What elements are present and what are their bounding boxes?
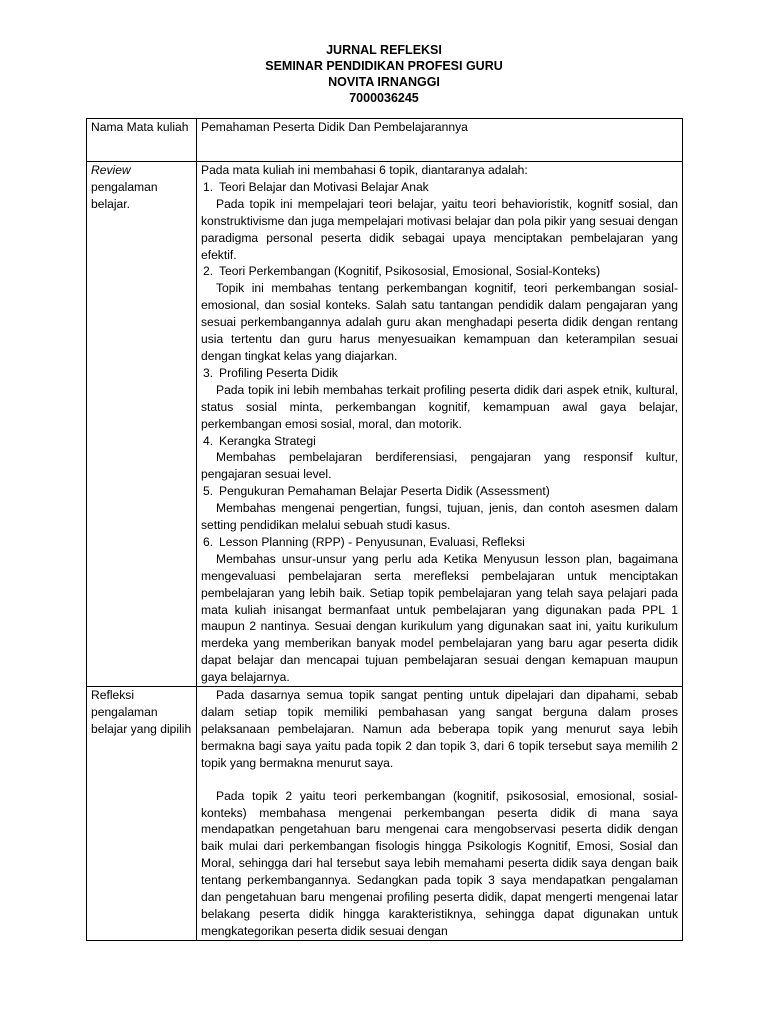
topic-heading: 5. Pengukuran Pemahaman Belajar Peserta Didik (Assessment) xyxy=(203,484,550,499)
review-content xyxy=(197,162,683,687)
topic-body: Topik ini membahas tentang perkembangan kognitif, teori perkembangan sosial-emosional, dan sosial konteks. Salah satu tantangan pendidik dalam pengajaran yang sesuai perkembangannya adalah guru akan menghadapi peserta didik dengan rentang usia tertentu dan guru harus menyesuaikan kemampuan dan keterampilan sesuai dengan tingkat kelas yang diajarkan. xyxy=(201,281,678,363)
course-value xyxy=(197,119,683,162)
paragraph-spacer xyxy=(201,772,678,788)
topic-body: Membahas unsur-unsur yang perlu ada Ketika Menyusun lesson plan, bagaimana mengevaluasi pembelajaran serta merefleksi pembelajaran untuk menciptakan pembelajaran yang lebih baik. Setiap topik pembelajaran yang telah saya pelajari pada mata kuliah inisangat bermanfaat untuk pembelajaran yang digunakan pada PPL 1 maupun 2 nantinya. Sesuai dengan kurikulum yang digunakan saat ini, yaitu kurikulum merdeka yang memberikan banyak model pembelajaran yang baru agar peserta didik dapat belajar dan mencapai tujuan pembelajaran sesuai dengan kemapuan maupun gaya belajarnya. xyxy=(201,551,678,685)
topic-heading: 2. Teori Perkembangan (Kognitif, Psikososial, Emosional, Sosial-Konteks) xyxy=(203,264,601,279)
student-id: 7000036245 xyxy=(349,91,419,105)
document-header xyxy=(0,42,768,106)
topic-heading: 1. Teori Belajar dan Motivasi Belajar Anak xyxy=(203,179,429,194)
topic-body: Membahas mengenai pengertian, fungsi, tujuan, jenis, dan contoh asesmen dalam setting pendidikan melalui sebuah studi kasus. xyxy=(201,501,678,533)
topic-body: Membahas pembelajaran berdiferensiasi, pengajaran yang responsif kultur, pengajaran sesuai level. xyxy=(201,450,678,482)
reflection-content xyxy=(197,687,683,941)
topic-heading: 4. Kerangka Strategi xyxy=(203,433,316,448)
topic-body: Pada topik ini mempelajari teori belajar, yaitu teori behavioristik, kognitf sosial, dan konstruktivisme dan juga mempelajari motivasi belajar dan pola pikir yang sesuai dengan paradigma personal peserta didik sebagai upaya menciptakan pembelajaran yang efektif. xyxy=(201,196,678,262)
journal-title: JURNAL REFLEKSI xyxy=(326,43,442,57)
table-row-reflection xyxy=(87,687,683,941)
program-title: SEMINAR PENDIDIKAN PROFESI GURU xyxy=(265,59,503,73)
reflection-label: Refleksi pengalaman belajar yang dipilih xyxy=(87,687,197,941)
course-label: Nama Mata kuliah xyxy=(87,119,197,162)
topic-body: Pada topik ini lebih membahas terkait profiling peserta didik dari aspek etnik, kultural, status sosial minta, perkembangan kognitif, kemampuan awal gaya belajar, perkembangan emosi sosial, moral, dan motorik. xyxy=(201,382,678,431)
table-row-course xyxy=(87,119,683,162)
review-intro: Pada mata kuliah ini membahasi 6 topik, diantaranya adalah: xyxy=(201,163,528,177)
reflection-paragraph: Pada topik 2 yaitu teori perkembangan (kognitif, psikososial, emosional, sosial-konteks) membahasa mengenai perkembangan peserta didik di mana saya mendapatkan pengetahuan baru mengenai cara mengobservasi peserta didik dengan baik mulai dari perkembangan fisologis hingga Psikologis Kognitif, Emosi, Sosial dan Moral, sehingga dari hal tersebut saya lebih memahami peserta didik saya dengan baik tentang perkembangannya. Sedangkan pada topik 3 saya mendapatkan pengalaman dan pengetahuan baru mengenai profiling peserta didik, dapat mengerti mengenai latar belakang peserta didik hingga karakteristiknya, sehingga dapat digunakan untuk mengkategorikan peserta didik sesuai dengan xyxy=(201,788,678,938)
topic-heading: 3. Profiling Peserta Didik xyxy=(203,365,338,380)
reflection-paragraph: Pada dasarnya semua topik sangat penting untuk dipelajari dan dipahami, sebab dalam setiap topik memiliki pembahasan yang sangat berguna dalam proses pelaksanaan pembelajaran. Namun ada beberapa topik yang menurut saya lebih bermakna bagi saya yaitu pada topik 2 dan topik 3, dari 6 topik tersebut saya memilih 2 topik yang bermakna menurut saya. xyxy=(201,688,678,770)
topic-heading: 6. Lesson Planning (RPP) - Penyusunan, Evaluasi, Refleksi xyxy=(203,534,525,549)
review-label-italic: Review xyxy=(91,163,131,177)
review-label-rest: pengalaman belajar. xyxy=(91,179,158,211)
author-name: NOVITA IRNANGGI xyxy=(328,75,440,89)
course-name: Pemahaman Peserta Didik Dan Pembelajarannya xyxy=(201,120,468,134)
table-row-review xyxy=(87,162,683,687)
journal-table xyxy=(86,118,683,941)
review-label xyxy=(87,162,197,687)
